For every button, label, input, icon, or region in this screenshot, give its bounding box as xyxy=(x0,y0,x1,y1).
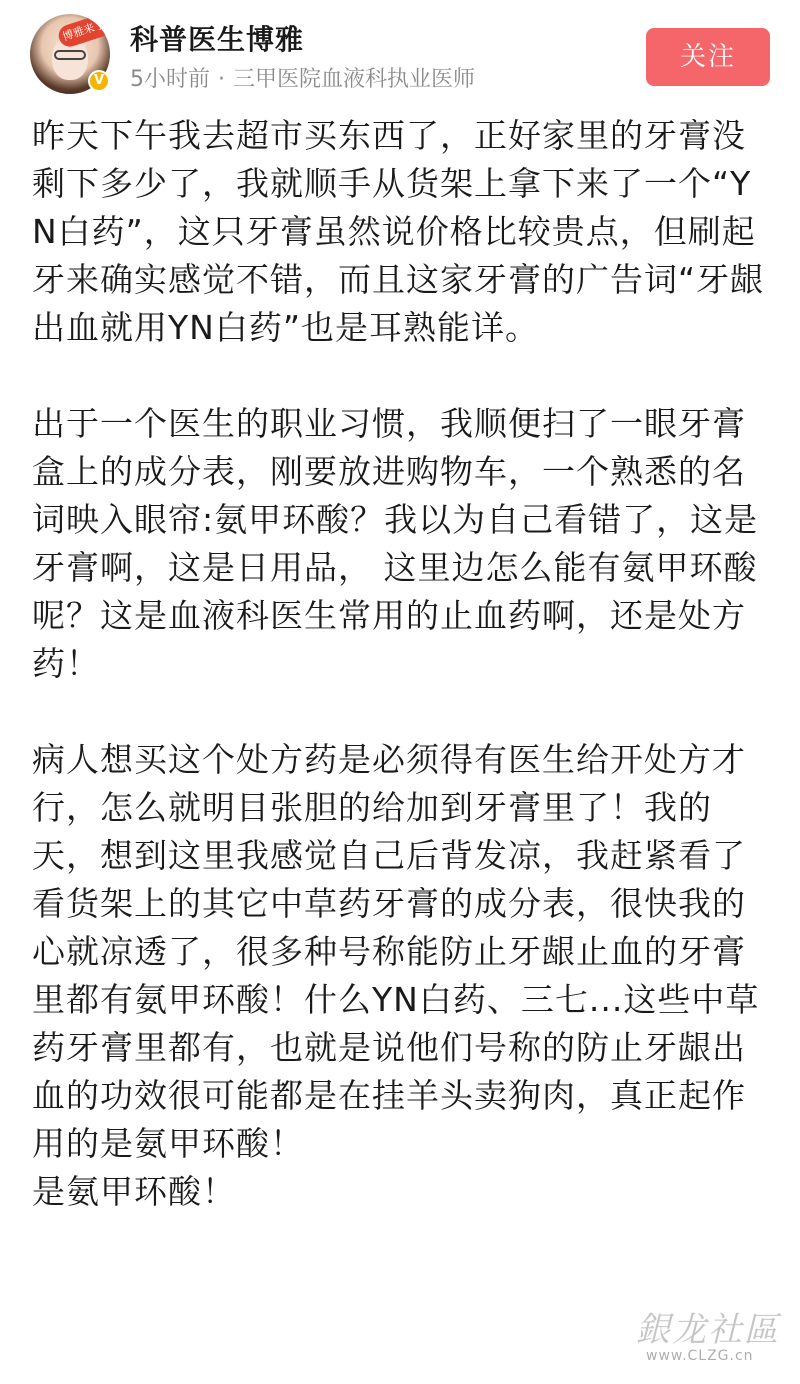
avatar-glasses xyxy=(54,50,86,60)
post-paragraph-1: 昨天下午我去超市买东西了，正好家里的牙膏没剩下多少了，我就顺手从货架上拿下来了一个“YN白药”，这只牙膏虽然说价格比较贵点，但刷起牙来确实感觉不错，而且这家牙膏的广告词“牙龈出血就用YN白药”也是耳熟能详。 xyxy=(32,116,765,347)
user-description: 三甲医院血液科执业医师 xyxy=(233,67,476,92)
post-paragraph-2: 出于一个医生的职业习惯，我顺便扫了一眼牙膏盒上的成分表，刚要放进购物车，一个熟悉的名词映入眼帘:氨甲环酸？我以为自己看错了，这是牙膏啊，这是日用品， 这里边怎么能有氨甲环酸呢？这是血液科医生常用的止血药啊，还是处方药！ xyxy=(32,404,759,683)
post-time: 5小时前 xyxy=(130,67,210,92)
post-paragraph-3: 病人想买这个处方药是必须得有医生给开处方才行，怎么就明目张胆的给加到牙膏里了！我的天，想到这里我感觉自己后背发凉，我赶紧看了看货架上的其它中草药牙膏的成分表，很快我的心就凉透了，很多种号称能防止牙龈止血的牙膏里都有氨甲环酸！什么YN白药、三七...这些中草药牙膏里都有，也就是说他们号称的防止牙龈出血的功效很可能都是在挂羊头卖狗肉，真正起作用的是氨甲环酸！ xyxy=(32,740,760,1163)
post-paragraph-4: 是氨甲环酸！ xyxy=(32,1172,236,1211)
verified-badge-icon: V xyxy=(88,70,110,92)
watermark-url: www.CLZG.cn xyxy=(646,1348,754,1364)
post-body xyxy=(32,112,776,1216)
site-watermark xyxy=(632,1302,792,1378)
follow-button[interactable]: 关注 xyxy=(646,28,770,86)
username[interactable]: 科普医生博雅 xyxy=(130,23,305,56)
post-meta xyxy=(130,62,475,93)
watermark-logo: 銀龙社區 xyxy=(636,1310,780,1350)
post-header xyxy=(0,0,800,110)
avatar-tag: 博雅来了 xyxy=(56,14,110,49)
meta-separator: · xyxy=(218,67,225,92)
